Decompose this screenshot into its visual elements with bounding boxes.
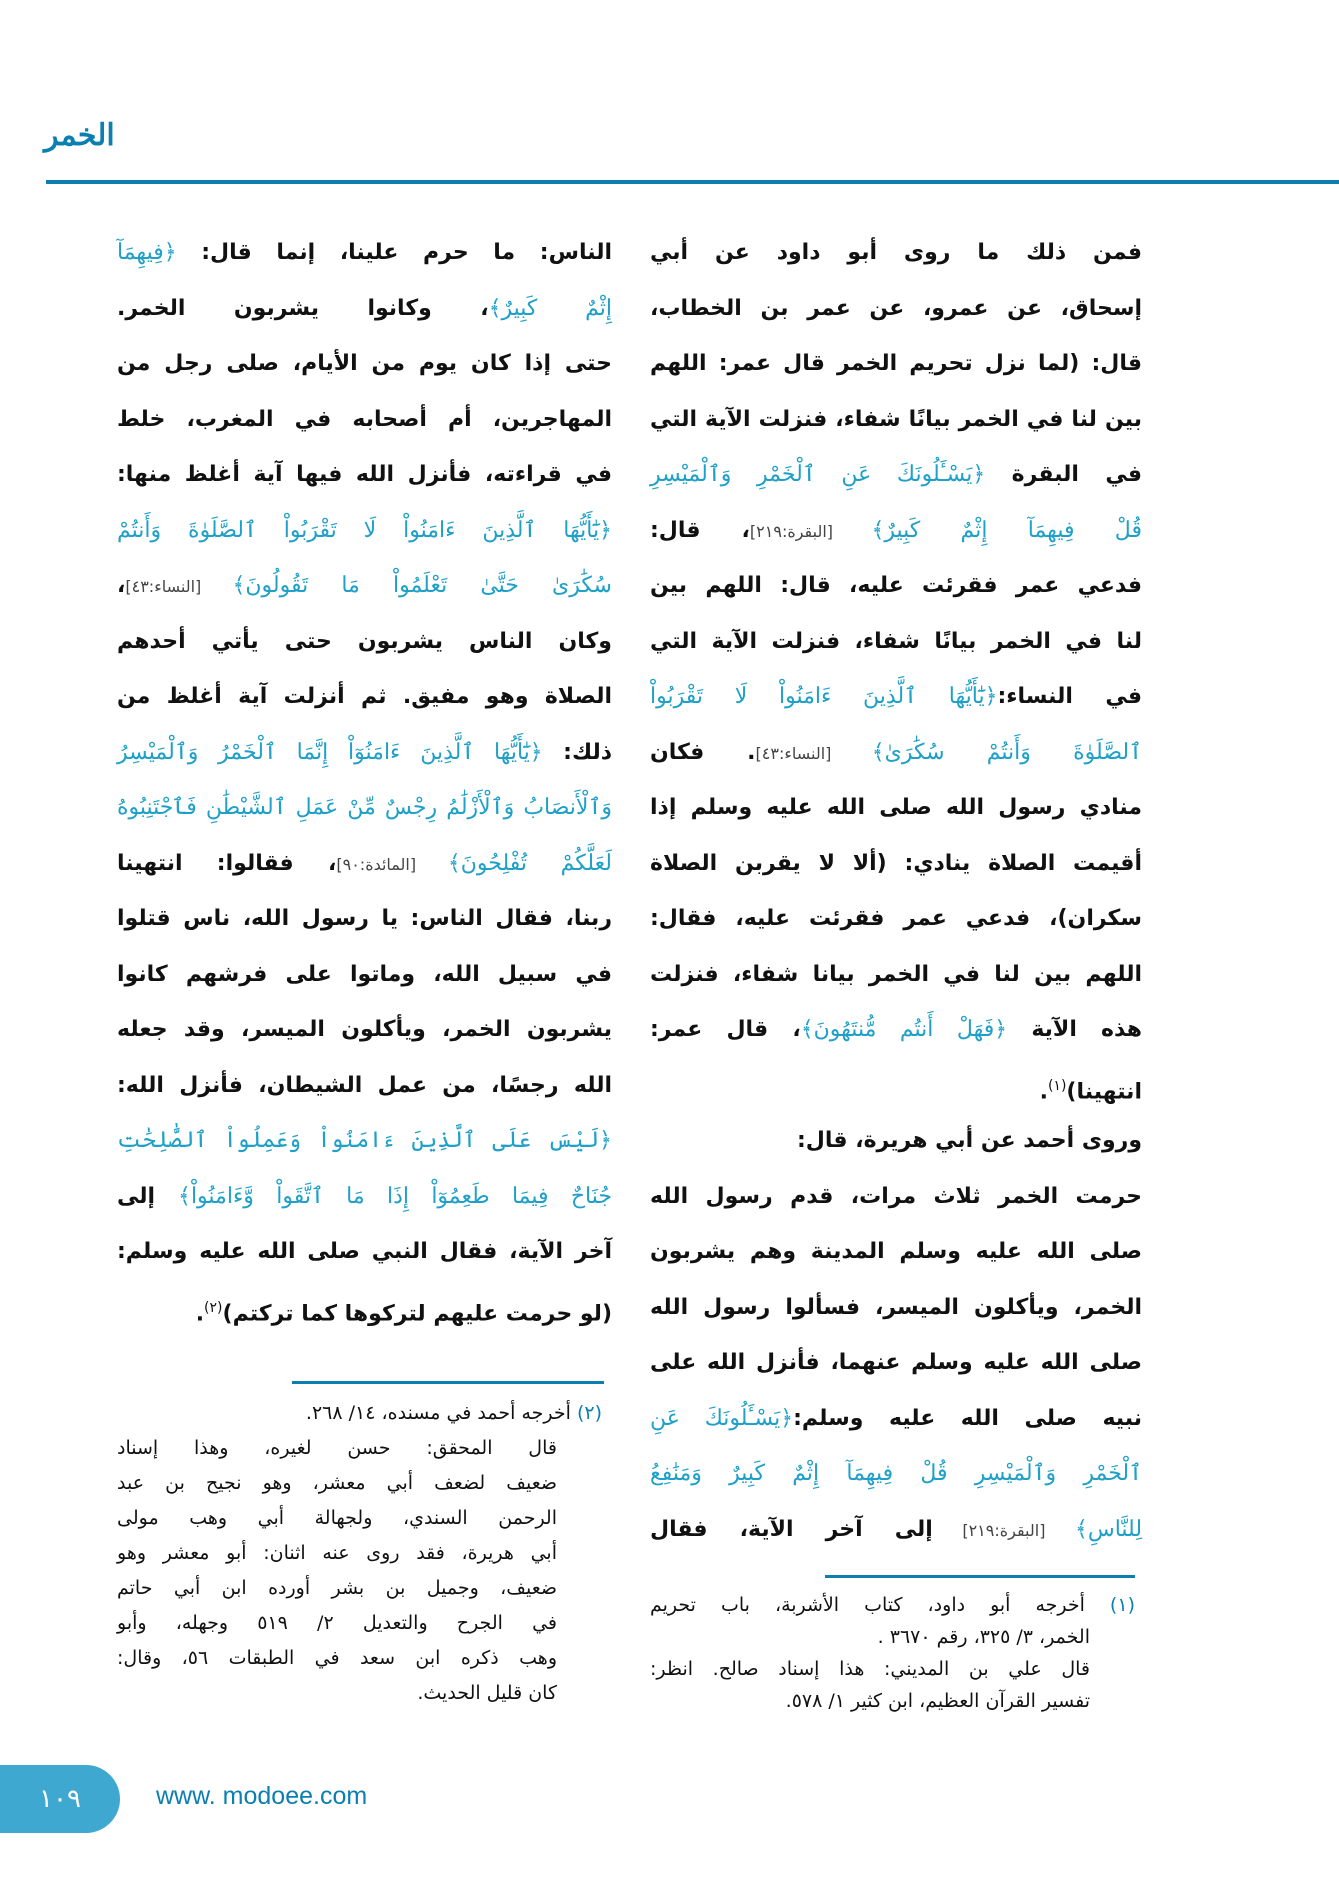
footnote-line	[650, 1589, 1135, 1621]
footnote-line	[650, 1685, 1090, 1717]
footnote-separator	[825, 1575, 1135, 1578]
text-line	[650, 955, 1142, 995]
quran-verse: وَٱلْأَنصَابُ وَٱلْأَزْلَٰمُ رِجْسٌ مِّنْ عَمَلِ ٱلشَّيْطَٰنِ فَٱجْتَنِبُوهُ	[117, 795, 612, 820]
body-text: (لو حرمت عليهم لتركوها كما تركتم)	[222, 1300, 612, 1326]
body-text: ، قال:	[650, 517, 750, 543]
text-line	[650, 1343, 1142, 1383]
text-line	[650, 233, 1142, 273]
body-text: بين لنا في الخمر بيانًا شفاء، فنزلت الآية التي	[650, 406, 1142, 432]
footnote-line	[117, 1607, 557, 1639]
text-line	[117, 233, 612, 273]
footnote-line	[117, 1502, 557, 1534]
quran-verse: ٱلصَّلَوٰةَ وَأَنتُمْ سُكَٰرَىٰ﴾	[871, 739, 1142, 765]
footnote-text: ضعيف لضعف أبي معشر، وهو نجيح بن عبد	[117, 1472, 557, 1494]
text-line	[117, 844, 612, 885]
text-line	[117, 955, 612, 995]
header-rule	[46, 180, 1339, 184]
text-line	[650, 733, 1142, 774]
body-text: الناس: ما حرم علينا، إنما قال:	[176, 240, 612, 265]
footnote-text: تفسير القرآن العظيم، ابن كثير ١/ ٥٧٨.	[785, 1690, 1090, 1712]
body-text: في النساء:	[997, 684, 1142, 709]
text-line	[650, 400, 1142, 440]
quran-verse: إِثْمٌ كَبِيرٌ﴾	[488, 295, 612, 321]
text-line	[650, 899, 1142, 939]
body-text: إسحاق، عن عمرو، عن عمر بن الخطاب،	[650, 295, 1142, 321]
quran-verse: ٱلْخَمْرِ وَٱلْمَيْسِرِ قُلْ فِيهِمَآ إِثْمٌ كَبِيرٌ وَمَنَٰفِعُ	[650, 1461, 1142, 1486]
footnote-line	[117, 1432, 557, 1464]
footnote-text: قال علي بن المديني: هذا إسناد صالح. انظر:	[650, 1658, 1090, 1680]
footnote-text: الخمر، ٣/ ٣٢٥، رقم ٣٦٧٠ .	[877, 1626, 1090, 1648]
footnote-text: قال المحقق: حسن لغيره، وهذا إسناد	[117, 1437, 557, 1459]
body-text: قال: (لما نزل تحريم الخمر قال عمر: اللهم	[650, 351, 1142, 376]
text-line	[650, 1288, 1142, 1328]
body-text: انتهينا)	[1066, 1078, 1142, 1104]
text-line	[117, 1288, 612, 1334]
body-text: صلى الله عليه وسلم عنهما، فأنزل الله على	[650, 1350, 1142, 1375]
text-line	[117, 566, 612, 607]
text-line	[650, 677, 1142, 717]
text-line	[650, 788, 1142, 828]
running-header-title: الخمر	[44, 118, 115, 153]
text-line	[117, 344, 612, 384]
text-line	[650, 1066, 1142, 1112]
page-number: ١٠٩	[39, 1784, 81, 1814]
footnote-text: أخرجه أبو داود، كتاب الأشربة، باب تحريم	[650, 1594, 1085, 1616]
body-text: ،	[117, 573, 126, 598]
quran-verse: ﴿يَٰٓأَيُّهَا ٱلَّذِينَ ءَامَنُواْ لَا تَقْرَبُواْ	[650, 684, 998, 709]
body-text: وكان الناس يشربون حتى يأتي أحدهم	[117, 628, 612, 654]
body-text: ، فقالوا: انتهينا	[117, 850, 337, 876]
text-line	[117, 677, 612, 717]
footnote-text: كان قليل الحديث.	[417, 1682, 557, 1704]
body-text: .	[195, 1300, 205, 1326]
footnote-line	[117, 1642, 557, 1674]
footnote-number: (١)	[1109, 1594, 1135, 1616]
footnote-number: (٢)	[576, 1402, 602, 1424]
text-line	[117, 899, 612, 939]
quran-verse: جُنَاحٌ فِيمَا طَعِمُوٓاْ إِذَا مَا ٱتَّقَواْ وَّءَامَنُواْ﴾	[178, 1183, 613, 1209]
quran-verse: ﴿فِيهِمَآ	[117, 240, 177, 265]
body-text: في قراءته، فأنزل الله فيها آية أغلظ منها:	[117, 462, 612, 487]
footnote-text: الرحمن السندي، ولجهالة أبي وهب مولى	[117, 1507, 557, 1529]
body-text: منادي رسول الله صلى الله عليه وسلم إذا	[650, 795, 1142, 820]
body-text: ، وكانوا يشربون الخمر.	[117, 295, 489, 321]
body-text: الصلاة وهو مفيق. ثم أنزلت آية أغلظ من	[117, 684, 612, 709]
verse-reference: [البقرة:٢١٩]	[932, 1520, 1075, 1540]
verse-reference: [النساء:٤٣]	[755, 743, 872, 763]
text-line	[117, 289, 612, 329]
page-number-badge	[0, 1765, 120, 1833]
body-text: ، قال عمر:	[650, 1017, 801, 1042]
text-line	[650, 1399, 1142, 1439]
footnote-line	[117, 1677, 557, 1709]
footnote-separator	[292, 1381, 604, 1384]
body-text: أقيمت الصلاة ينادي: (ألا لا يقربن الصلاة	[650, 850, 1142, 876]
text-line	[117, 622, 612, 662]
body-text: إلى	[117, 1183, 179, 1209]
verse-reference: [النساء:٤٣]	[125, 577, 233, 596]
text-line	[117, 400, 612, 440]
verse-reference: [البقرة:٢١٩]	[749, 521, 872, 541]
quran-verse: لِلنَّاسِ﴾	[1074, 1516, 1143, 1542]
body-text: ذلك:	[542, 739, 613, 765]
text-line	[117, 788, 612, 828]
body-text: حتى إذا كان يوم من الأيام، صلى رجل من	[117, 351, 612, 376]
text-line	[650, 1121, 1142, 1161]
body-text: .	[1039, 1078, 1048, 1104]
text-line	[650, 622, 1142, 662]
body-text: آخر الآية، فقال النبي صلى الله عليه وسلم:	[117, 1239, 612, 1264]
quran-verse: ﴿يَٰٓأَيُّهَا ٱلَّذِينَ ءَامَنُوٓاْ إِنَّمَا ٱلْخَمْرُ وَٱلْمَيْسِرُ	[117, 739, 543, 765]
body-text: الخمر، ويأكلون الميسر، فسألوا رسول الله	[650, 1294, 1142, 1320]
text-line	[650, 1177, 1142, 1217]
body-text: في سبيل الله، وماتوا على فرشهم كانوا	[117, 961, 612, 987]
text-line	[117, 1121, 612, 1161]
text-line	[650, 289, 1142, 329]
body-text: المهاجرين، أم أصحابه في المغرب، خلط	[117, 406, 612, 432]
footnote-text: وهب ذكره ابن سعد في الطبقات ٥٦، وقال:	[117, 1647, 557, 1669]
text-line	[117, 1232, 612, 1272]
text-line	[117, 511, 612, 551]
quran-verse: لَعَلَّكُمْ تُفْلِحُونَ﴾	[447, 850, 612, 876]
website-url[interactable]: www. modoee.com	[156, 1782, 368, 1810]
text-line	[117, 733, 612, 773]
text-line	[650, 1454, 1142, 1494]
footnote-line	[117, 1572, 557, 1604]
footnote-line	[117, 1467, 557, 1499]
text-line	[650, 566, 1142, 606]
body-text: فمن ذلك ما روى أبو داود عن أبي	[650, 240, 1142, 265]
body-text: . فكان	[650, 739, 756, 765]
quran-verse: ﴿يَٰٓأَيُّهَا ٱلَّذِينَ ءَامَنُواْ لَا تَقْرَبُواْ ٱلصَّلَوٰةَ وَأَنتُمْ	[117, 517, 612, 543]
footnote-line	[650, 1621, 1090, 1653]
verse-reference: [المائدة:٩٠]	[336, 854, 448, 874]
body-text: صلى الله عليه وسلم المدينة وهم يشربون	[650, 1239, 1142, 1264]
footnote-text: أبي هريرة، فقد روى عنه اثنان: أبو معشر وهو	[117, 1542, 557, 1564]
footnote-line	[117, 1537, 557, 1569]
footnote-text: أخرجه أحمد في مسنده، ١٤/ ٢٦٨.	[305, 1402, 571, 1424]
quran-verse: ﴿لَيْسَ عَلَى ٱلَّذِينَ ءَامَنُواْ وَعَمِلُواْ ٱلصَّٰلِحَٰتِ	[117, 1128, 612, 1153]
body-text: سكران)، فدعي عمر فقرئت عليه، فقال:	[650, 906, 1142, 931]
text-line	[650, 1510, 1142, 1551]
text-line	[650, 511, 1142, 552]
body-text: يشربون الخمر، ويأكلون الميسر، وقد جعله	[117, 1017, 612, 1042]
quran-verse: ﴿فَهَلْ أَنتُم مُّنتَهُونَ﴾	[800, 1017, 1008, 1042]
text-line	[117, 455, 612, 495]
footnote-line	[650, 1653, 1090, 1685]
footnote-marker[interactable]: (٢)	[204, 1299, 223, 1316]
text-line	[650, 455, 1142, 495]
body-text: ربنا، فقال الناس: يا رسول الله، ناس قتلوا	[117, 906, 612, 931]
body-text: نبيه صلى الله عليه وسلم:	[793, 1405, 1143, 1431]
quran-verse: ﴿يَسْـَٔلُونَكَ عَنِ ٱلْخَمْرِ وَٱلْمَيْسِرِ	[650, 462, 986, 487]
text-line	[650, 844, 1142, 884]
footnote-text: في الجرح والتعديل ٢/ ٥١٩ وجهله، وأبو	[117, 1612, 557, 1634]
footnote-marker[interactable]: (١)	[1047, 1077, 1067, 1094]
body-text: في البقرة	[985, 462, 1142, 487]
text-line	[650, 344, 1142, 384]
footnote-line	[117, 1397, 602, 1429]
quran-verse: سُكَٰرَىٰ حَتَّىٰ تَعْلَمُواْ مَا تَقُولُونَ﴾	[232, 573, 612, 598]
body-text: الله رجسًا، من عمل الشيطان، فأنزل الله:	[117, 1072, 612, 1098]
text-line	[117, 1177, 612, 1217]
text-line	[117, 1066, 612, 1106]
body-text: وروى أحمد عن أبي هريرة، قال:	[797, 1128, 1142, 1153]
body-text: حرمت الخمر ثلاث مرات، قدم رسول الله	[650, 1183, 1142, 1209]
body-text: إلى آخر الآية، فقال	[650, 1516, 933, 1542]
quran-verse: قُلْ فِيهِمَآ إِثْمٌ كَبِيرٌ﴾	[871, 517, 1142, 543]
body-text: لنا في الخمر بيانًا شفاء، فنزلت الآية التي	[650, 628, 1142, 654]
body-text: فدعي عمر فقرئت عليه، قال: اللهم بين	[650, 573, 1142, 598]
body-text: اللهم بين لنا في الخمر بيانا شفاء، فنزلت	[650, 961, 1142, 987]
text-line	[650, 1232, 1142, 1272]
quran-verse: ﴿يَسْـَٔلُونَكَ عَنِ	[650, 1405, 794, 1431]
body-text: هذه الآية	[1007, 1017, 1142, 1042]
footnote-text: ضعيف، وجميل بن بشر أورده ابن أبي حاتم	[117, 1577, 557, 1599]
text-line	[117, 1010, 612, 1050]
text-line	[650, 1010, 1142, 1050]
